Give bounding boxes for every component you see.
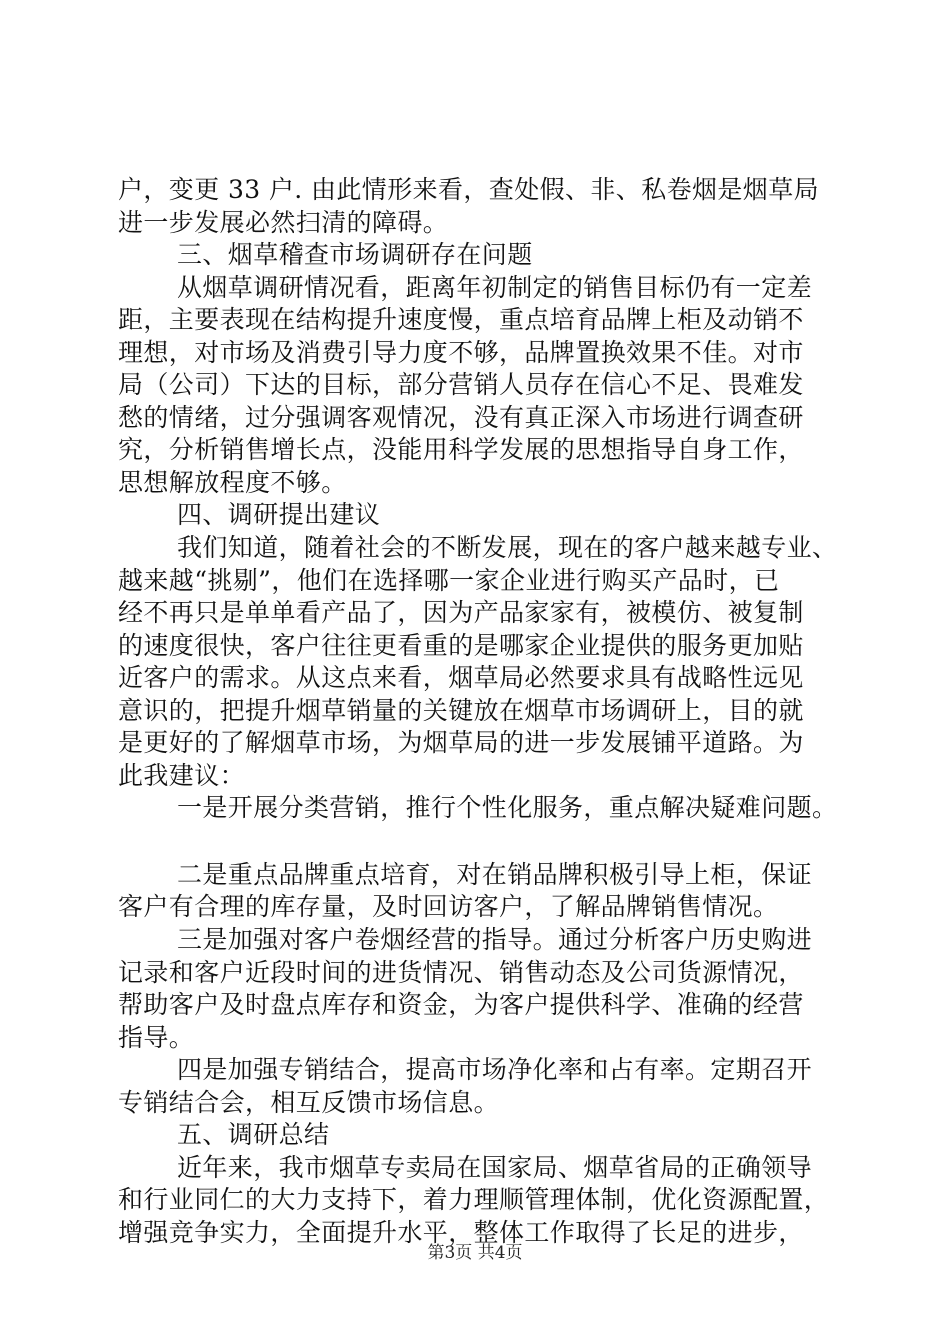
text-line: 户，变更 33 户. 由此情形来看，查处假、非、私卷烟是烟草局 [118, 175, 820, 204]
text-line: 客户有合理的库存量，及时回访客户，了解品牌销售情况。 [118, 892, 779, 922]
document-body [118, 174, 843, 1250]
text-line: 此我建议： [118, 760, 246, 790]
section-heading: 五、调研总结 [177, 1120, 330, 1150]
text-line: 四是加强专销结合，提高市场净化率和占有率。定期召开 [177, 1055, 813, 1085]
text-line: 愁的情绪，过分强调客观情况，没有真正深入市场进行调查研 [118, 402, 804, 432]
text-line: 意识的，把提升烟草销量的关键放在烟草市场调研上，目的就 [118, 695, 804, 725]
text-line: 我们知道，随着社会的不断发展，现在的客户越来越专业、 [177, 533, 838, 563]
text-line: 记录和客户近段时间的进货情况、销售动态及公司货源情况， [118, 957, 804, 987]
text-line: 局（公司）下达的目标，部分营销人员存在信心不足、畏难发 [118, 370, 804, 400]
text-line: 从烟草调研情况看，距离年初制定的销售目标仍有一定差 [177, 272, 813, 302]
paragraph-gap [118, 825, 843, 859]
text-line: 究，分析销售增长点，没能用科学发展的思想指导自身工作， [118, 435, 804, 465]
text-line: 进一步发展必然扫清的障碍。 [118, 207, 449, 237]
text-line: 三是加强对客户卷烟经营的指导。通过分析客户历史购进 [177, 925, 813, 955]
text-line: 是更好的了解烟草市场，为烟草局的进一步发展铺平道路。为 [118, 728, 804, 758]
text-line: 增强竞争实力，全面提升水平，整体工作取得了长足的进步， [118, 1217, 804, 1247]
text-line: 的速度很快，客户往往更看重的是哪家企业提供的服务更加贴 [118, 630, 804, 660]
text-line: 专销结合会，相互反馈市场信息。 [118, 1087, 500, 1117]
text-line: 帮助客户及时盘点库存和资金，为客户提供科学、准确的经营 [118, 990, 804, 1020]
text-line: 经不再只是单单看产品了，因为产品家家有，被模仿、被复制 [118, 598, 804, 628]
section-heading: 四、调研提出建议 [177, 500, 381, 530]
text-line: 指导。 [118, 1022, 195, 1052]
text-line: 和行业同仁的大力支持下，着力理顺管理体制，优化资源配置， [118, 1185, 830, 1215]
page-footer: 第3页 共4页 [427, 1243, 523, 1263]
text-line: 一是开展分类营销，推行个性化服务，重点解决疑难问题。 [177, 793, 838, 823]
text-line: 距，主要表现在结构提升速度慢，重点培育品牌上柜及动销不 [118, 305, 804, 335]
text-line: 二是重点品牌重点培育，对在销品牌积极引导上柜，保证 [177, 859, 813, 889]
section-heading: 三、烟草稽查市场调研存在问题 [177, 240, 533, 270]
text-line: 思想解放程度不够。 [118, 467, 347, 497]
text-line: 近年来，我市烟草专卖局在国家局、烟草省局的正确领导 [177, 1152, 813, 1182]
text-line: 越来越“挑剔”，他们在选择哪一家企业进行购买产品时，已 [118, 565, 780, 595]
text-line: 近客户的需求。从这点来看，烟草局必然要求具有战略性远见 [118, 663, 804, 693]
text-line: 理想，对市场及消费引导力度不够，品牌置换效果不佳。对市 [118, 337, 804, 367]
